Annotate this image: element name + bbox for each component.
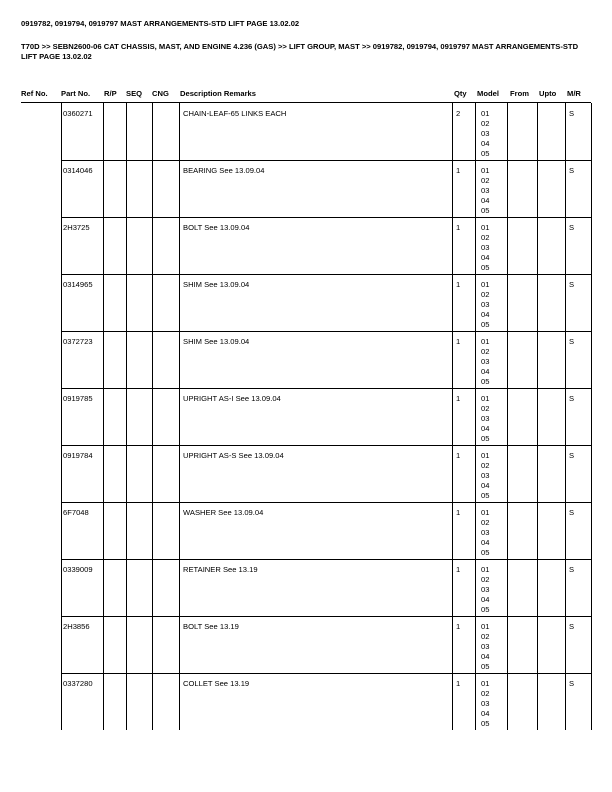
col-header-desc: Description Remarks [180, 89, 256, 98]
column-divider [152, 103, 153, 730]
model-code: 02 [481, 689, 490, 698]
mr-code: S [569, 109, 575, 118]
col-header-upto: Upto [539, 89, 557, 98]
model-code: 03 [481, 243, 490, 252]
quantity: 1 [456, 223, 461, 232]
column-divider [179, 103, 180, 730]
model-code: 01 [481, 337, 490, 346]
model-code: 05 [481, 434, 490, 443]
col-header-part: Part No. [61, 89, 91, 98]
model-code: 01 [481, 679, 490, 688]
part-number: 0360271 [63, 109, 93, 118]
part-number: 0314965 [63, 280, 93, 289]
part-number: 2H3725 [63, 223, 90, 232]
model-code: 04 [481, 709, 490, 718]
quantity: 1 [456, 280, 461, 289]
part-number: 0339009 [63, 565, 93, 574]
model-code: 05 [481, 320, 490, 329]
col-header-cng: CNG [152, 89, 169, 98]
model-list [481, 109, 489, 159]
model-code: 05 [481, 605, 490, 614]
model-code: 04 [481, 424, 490, 433]
model-code: 02 [481, 518, 490, 527]
column-divider [475, 103, 476, 730]
part-number: 0337280 [63, 679, 93, 688]
model-code: 01 [481, 280, 490, 289]
model-code: 03 [481, 585, 490, 594]
quantity: 1 [456, 166, 461, 175]
quantity: 1 [456, 508, 461, 517]
row-divider [61, 445, 591, 446]
part-number: 0919784 [63, 451, 93, 460]
table-row [0, 502, 612, 559]
table-row [0, 559, 612, 616]
table-row [0, 616, 612, 673]
column-divider [537, 103, 538, 730]
mr-code: S [569, 451, 575, 460]
model-code: 03 [481, 300, 490, 309]
mr-code: S [569, 280, 575, 289]
model-code: 01 [481, 508, 490, 517]
mr-code: S [569, 565, 575, 574]
model-code: 05 [481, 206, 490, 215]
column-divider [61, 103, 62, 730]
model-list [481, 337, 489, 387]
model-code: 03 [481, 699, 490, 708]
row-divider [61, 616, 591, 617]
model-code: 04 [481, 652, 490, 661]
model-list [481, 394, 489, 444]
model-code: 02 [481, 404, 490, 413]
model-code: 05 [481, 662, 490, 671]
row-divider [61, 388, 591, 389]
col-header-seq: SEQ [126, 89, 143, 98]
quantity: 1 [456, 565, 461, 574]
model-list [481, 508, 489, 558]
model-code: 04 [481, 367, 490, 376]
model-list [481, 451, 489, 501]
table-row [0, 673, 612, 730]
mr-code: S [569, 394, 575, 403]
mr-code: S [569, 337, 575, 346]
quantity: 2 [456, 109, 461, 118]
mr-code: S [569, 622, 575, 631]
mr-code: S [569, 223, 575, 232]
mr-code: S [569, 166, 575, 175]
part-number: 0314046 [63, 166, 93, 175]
model-code: 04 [481, 538, 490, 547]
col-header-from: From [510, 89, 529, 98]
model-code: 05 [481, 263, 490, 272]
mr-code: S [569, 508, 575, 517]
part-number: 0372723 [63, 337, 93, 346]
model-code: 04 [481, 310, 490, 319]
col-header-rp: R/P [104, 89, 117, 98]
model-code: 02 [481, 176, 490, 185]
description: SHIM See 13.09.04 [183, 280, 250, 289]
quantity: 1 [456, 622, 461, 631]
description: RETAINER See 13.19 [183, 565, 258, 574]
description: BOLT See 13.09.04 [183, 223, 250, 232]
model-code: 01 [481, 565, 490, 574]
model-code: 02 [481, 119, 490, 128]
column-divider [507, 103, 508, 730]
model-code: 03 [481, 357, 490, 366]
quantity: 1 [456, 394, 461, 403]
col-header-model: Model [477, 89, 499, 98]
description: BOLT See 13.19 [183, 622, 239, 631]
model-code: 01 [481, 223, 490, 232]
table-row [0, 331, 612, 388]
model-code: 05 [481, 719, 490, 728]
quantity: 1 [456, 337, 461, 346]
model-list [481, 223, 489, 273]
mr-code: S [569, 679, 575, 688]
description: COLLET See 13.19 [183, 679, 250, 688]
model-list [481, 166, 489, 216]
table-row [0, 388, 612, 445]
row-divider [61, 274, 591, 275]
model-code: 02 [481, 347, 490, 356]
model-code: 03 [481, 414, 490, 423]
column-divider [126, 103, 127, 730]
model-code: 01 [481, 622, 490, 631]
description: UPRIGHT AS-I See 13.09.04 [183, 394, 281, 403]
model-code: 01 [481, 451, 490, 460]
model-code: 04 [481, 253, 490, 262]
row-divider [61, 331, 591, 332]
row-divider [61, 673, 591, 674]
table-row [0, 445, 612, 502]
column-divider [103, 103, 104, 730]
col-header-qty: Qty [454, 89, 467, 98]
col-header-mr: M/R [567, 89, 581, 98]
model-code: 04 [481, 595, 490, 604]
description: CHAIN-LEAF-65 LINKS EACH [183, 109, 287, 118]
model-code: 04 [481, 139, 490, 148]
part-number: 0919785 [63, 394, 93, 403]
model-list [481, 679, 489, 729]
column-divider [565, 103, 566, 730]
model-code: 03 [481, 129, 490, 138]
model-list [481, 280, 489, 330]
model-code: 05 [481, 548, 490, 557]
column-divider [452, 103, 453, 730]
model-code: 01 [481, 394, 490, 403]
description: BEARING See 13.09.04 [183, 166, 265, 175]
model-code: 03 [481, 471, 490, 480]
model-code: 04 [481, 481, 490, 490]
model-code: 02 [481, 632, 490, 641]
model-code: 03 [481, 528, 490, 537]
model-code: 02 [481, 233, 490, 242]
model-code: 05 [481, 377, 490, 386]
model-code: 01 [481, 109, 490, 118]
table-row [0, 160, 612, 217]
row-divider [61, 559, 591, 560]
row-divider [61, 160, 591, 161]
model-code: 02 [481, 575, 490, 584]
model-list [481, 565, 489, 615]
col-header-ref: Ref No. [21, 89, 48, 98]
model-code: 01 [481, 166, 490, 175]
part-number: 6F7048 [63, 508, 89, 517]
breadcrumb: T70D >> SEBN2600-06 CAT CHASSIS, MAST, AND ENGINE 4.236 (GAS) >> LIFT GROUP, MAST >> 0919782, 0919794, 0919797 MAST ARRANGEMENTS-STD LIFT PAGE 13.02.02 [21, 42, 579, 61]
table-row [0, 217, 612, 274]
model-code: 02 [481, 290, 490, 299]
table-row [0, 274, 612, 331]
description: WASHER See 13.09.04 [183, 508, 264, 517]
quantity: 1 [456, 679, 461, 688]
model-code: 05 [481, 491, 490, 500]
row-divider [61, 217, 591, 218]
page-title: 0919782, 0919794, 0919797 MAST ARRANGEMENTS-STD LIFT PAGE 13.02.02 [21, 19, 300, 28]
column-divider [591, 103, 592, 730]
part-number: 2H3856 [63, 622, 90, 631]
model-code: 04 [481, 196, 490, 205]
model-code: 05 [481, 149, 490, 158]
description: SHIM See 13.09.04 [183, 337, 250, 346]
row-divider [61, 502, 591, 503]
description: UPRIGHT AS-S See 13.09.04 [183, 451, 284, 460]
table-row [0, 103, 612, 160]
model-code: 02 [481, 461, 490, 470]
model-code: 03 [481, 642, 490, 651]
model-code: 03 [481, 186, 490, 195]
model-list [481, 622, 489, 672]
quantity: 1 [456, 451, 461, 460]
